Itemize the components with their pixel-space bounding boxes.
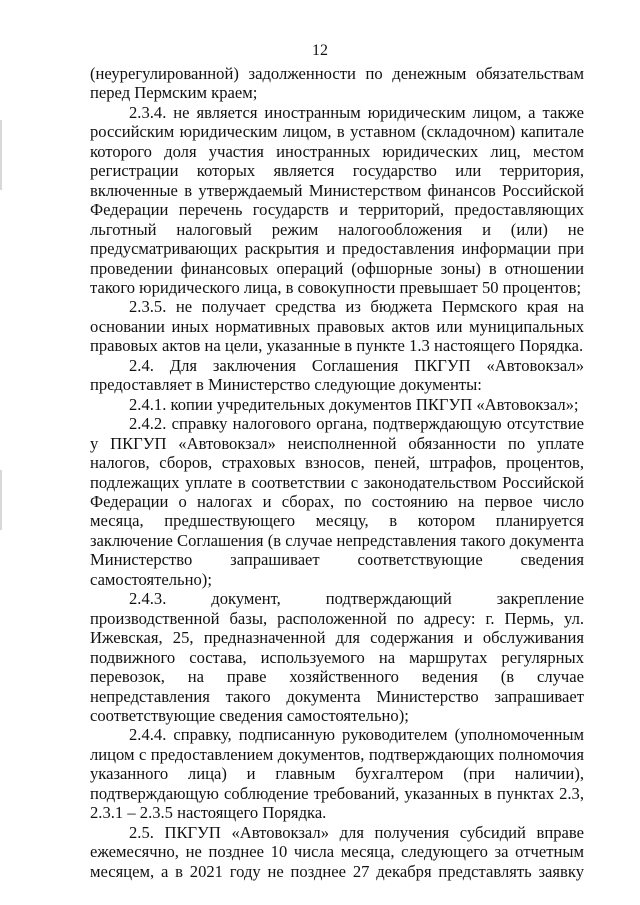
document-body — [90, 64, 584, 881]
paragraph: 2.4.4. справку, подписанную руководителем (уполномоченным лицом с предоставлением документов, подтверждающих полномочия указанного лица) и главным бухгалтером (при наличии), подтверждающую соблюдение требований, указанных в пунктах 2.3, 2.3.1 – 2.3.5 настоящего Порядка. — [90, 725, 584, 823]
paragraph: 2.4.3. документ, подтверждающий закрепление производственной базы, расположенной по адресу: г. Пермь, ул. Ижевская, 25, предназначенной для содержания и обслуживания подвижного состава, используемого на маршрутах регулярных перевозок, на праве хозяйственного ведения (в случае непредставления такого документа Министерство запрашивает соответствующие сведения самостоятельно); — [90, 589, 584, 725]
paragraph: 2.5. ПКГУП «Автовокзал» для получения субсидий вправе ежемесячно, не позднее 10 числа месяца, следующего за отчетным месяцем, а в 2021 году не позднее 27 декабря представлять заявку — [90, 822, 584, 881]
paragraph: 2.4. Для заключения Соглашения ПКГУП «Автовокзал» предоставляет в Министерство следующие документы: — [90, 355, 584, 395]
paragraph: 2.4.1. копии учредительных документов ПКГУП «Автовокзал»; — [129, 394, 579, 414]
scan-edge-mark — [0, 120, 2, 190]
paragraph: 2.4.2. справку налогового органа, подтверждающую отсутствие у ПКГУП «Автовокзал» неисполненной обязанности по уплате налогов, сборов, страховых взносов, пеней, штрафов, процентов, подлежащих уплате в соответствии с законодательством Российской Федерации о налогах и сборах, по состоянию на первое число месяца, предшествующего месяцу, в котором планируется заключение Соглашения (в случае непредставления такого документа Министерство запрашивает соответствующие сведения самостоятельно); — [90, 414, 584, 589]
page-number: 12 — [312, 42, 328, 59]
scan-edge-mark — [0, 470, 2, 530]
paragraph: 2.3.5. не получает средства из бюджета Пермского края на основании иных нормативных правовых актов или муниципальных правовых актов на цели, указанные в пункте 1.3 настоящего Порядка. — [90, 297, 584, 356]
paragraph: 2.3.4. не является иностранным юридическим лицом, а также российским юридическим лицом, в уставном (складочном) капитале которого доля участия иностранных юридических лиц, местом регистрации которых является государство или территория, включенные в утверждаемый Министерством финансов Российской Федерации перечень государств и территорий, предоставляющих льготный налоговый режим налогообложения и (или) не предусматривающих раскрытия и предоставления информации при проведении финансовых операций (офшорные зоны) в отношении такого юридического лица, в совокупности превышает 50 процентов; — [90, 102, 584, 297]
paragraph: (неурегулированной) задолженности по денежным обязательствам перед Пермским краем; — [90, 64, 584, 103]
